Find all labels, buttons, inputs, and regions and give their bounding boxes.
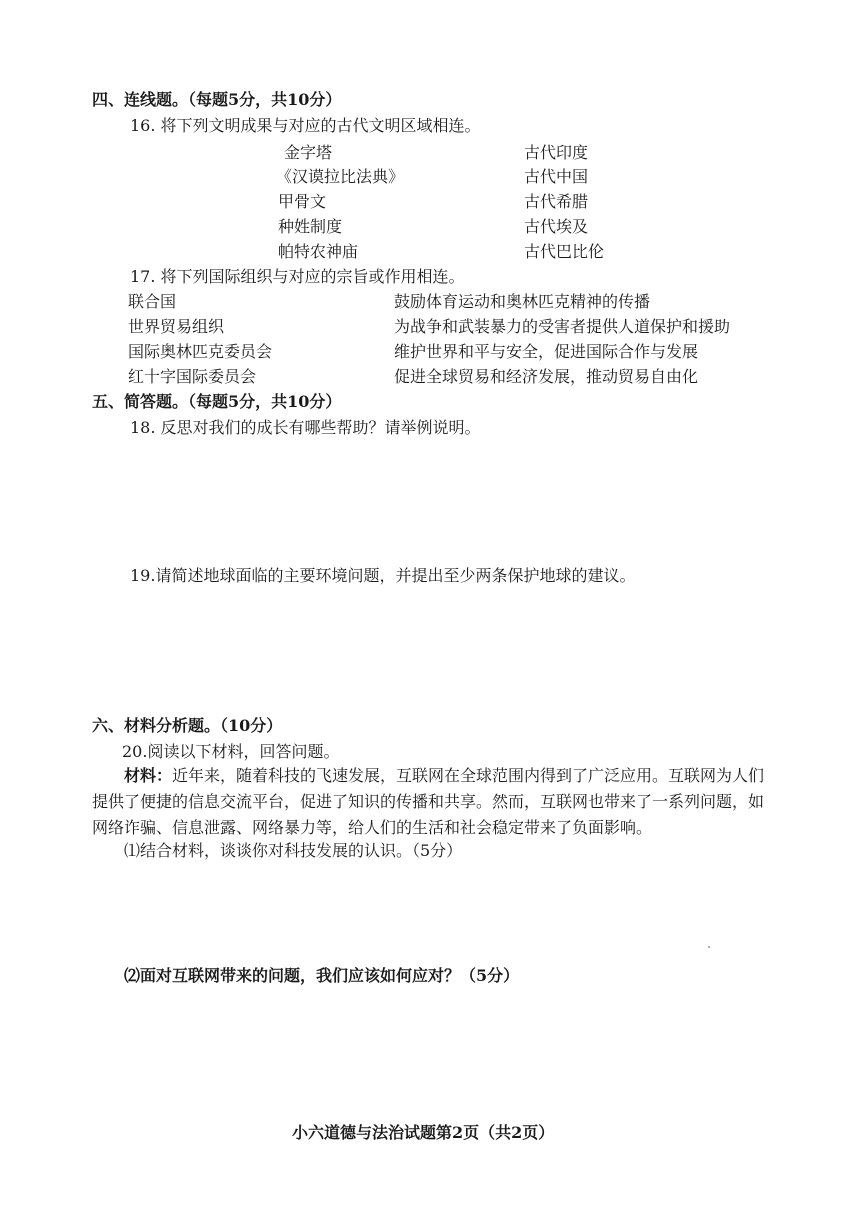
q16-left-item: 甲骨文 [278, 192, 327, 211]
q19-answer-space[interactable] [120, 592, 760, 702]
q17-left-item: 红十字国际委员会 [128, 367, 257, 386]
q16-right-item: 古代印度 [524, 143, 589, 162]
q16-left-item: 帕特农神庙 [278, 242, 359, 261]
q16-right-item: 古代巴比伦 [524, 242, 605, 261]
q18-text: 18. 反思对我们的成长有哪些帮助？请举例说明。 [130, 418, 481, 437]
q16-left-item: 《汉谟拉比法典》 [276, 167, 405, 186]
q16-right-item: 古代埃及 [524, 217, 589, 236]
page-footer: 小六道德与法治试题第2页（共2页） [292, 1123, 555, 1142]
q17-right-item: 为战争和武装暴力的受害者提供人道保护和援助 [394, 317, 731, 336]
q16-left-item: 种姓制度 [278, 217, 343, 236]
section4-heading: 四、连线题。（每题5分，共10分） [92, 90, 342, 109]
q19-text: 19.请简述地球面临的主要环境问题，并提出至少两条保护地球的建议。 [130, 566, 636, 585]
q17-left-item: 联合国 [128, 292, 177, 311]
q17-right-item: 鼓励体育运动和奥林匹克精神的传播 [394, 292, 651, 311]
scan-speck [708, 946, 710, 948]
q17-left-item: 国际奥林匹克委员会 [128, 342, 273, 361]
section5-heading: 五、简答题。（每题5分，共10分） [92, 392, 342, 411]
q17-left-item: 世界贸易组织 [128, 317, 225, 336]
section6-heading: 六、材料分析题。（10分） [92, 716, 283, 735]
material-label: 材料： [124, 766, 173, 785]
q20-sub2: ⑵面对互联网带来的问题，我们应该如何应对？（5分） [124, 966, 520, 985]
q20-sub1-answer-space[interactable] [120, 866, 760, 956]
q17-right-item: 促进全球贸易和经济发展，推动贸易自由化 [394, 367, 699, 386]
material-paragraph [92, 763, 772, 841]
q18-answer-space[interactable] [120, 445, 760, 555]
q20-sub2-answer-space[interactable] [120, 992, 760, 1102]
material-text: 近年来，随着科技的飞速发展，互联网在全球范围内得到了广泛应用。互联网为人们提供了便捷的信息交流平台，促进了知识的传播和共享。然而，互联网也带来了一系列问题，如网络诈骗、信息泄露、网络暴力等，给人们的生活和社会稳定带来了负面影响。 [92, 766, 765, 837]
q20-sub1: ⑴结合材料，谈谈你对科技发展的认识。（5分） [124, 841, 463, 860]
q17-right-item: 维护世界和平与安全，促进国际合作与发展 [394, 342, 699, 361]
q16-right-item: 古代希腊 [524, 192, 589, 211]
q20-text: 20.阅读以下材料，回答问题。 [122, 742, 340, 761]
q16-left-item: 金字塔 [284, 143, 333, 162]
q16-stem: 16. 将下列文明成果与对应的古代文明区域相连。 [130, 116, 481, 135]
q17-stem: 17. 将下列国际组织与对应的宗旨或作用相连。 [130, 267, 465, 286]
q16-right-item: 古代中国 [524, 167, 589, 186]
